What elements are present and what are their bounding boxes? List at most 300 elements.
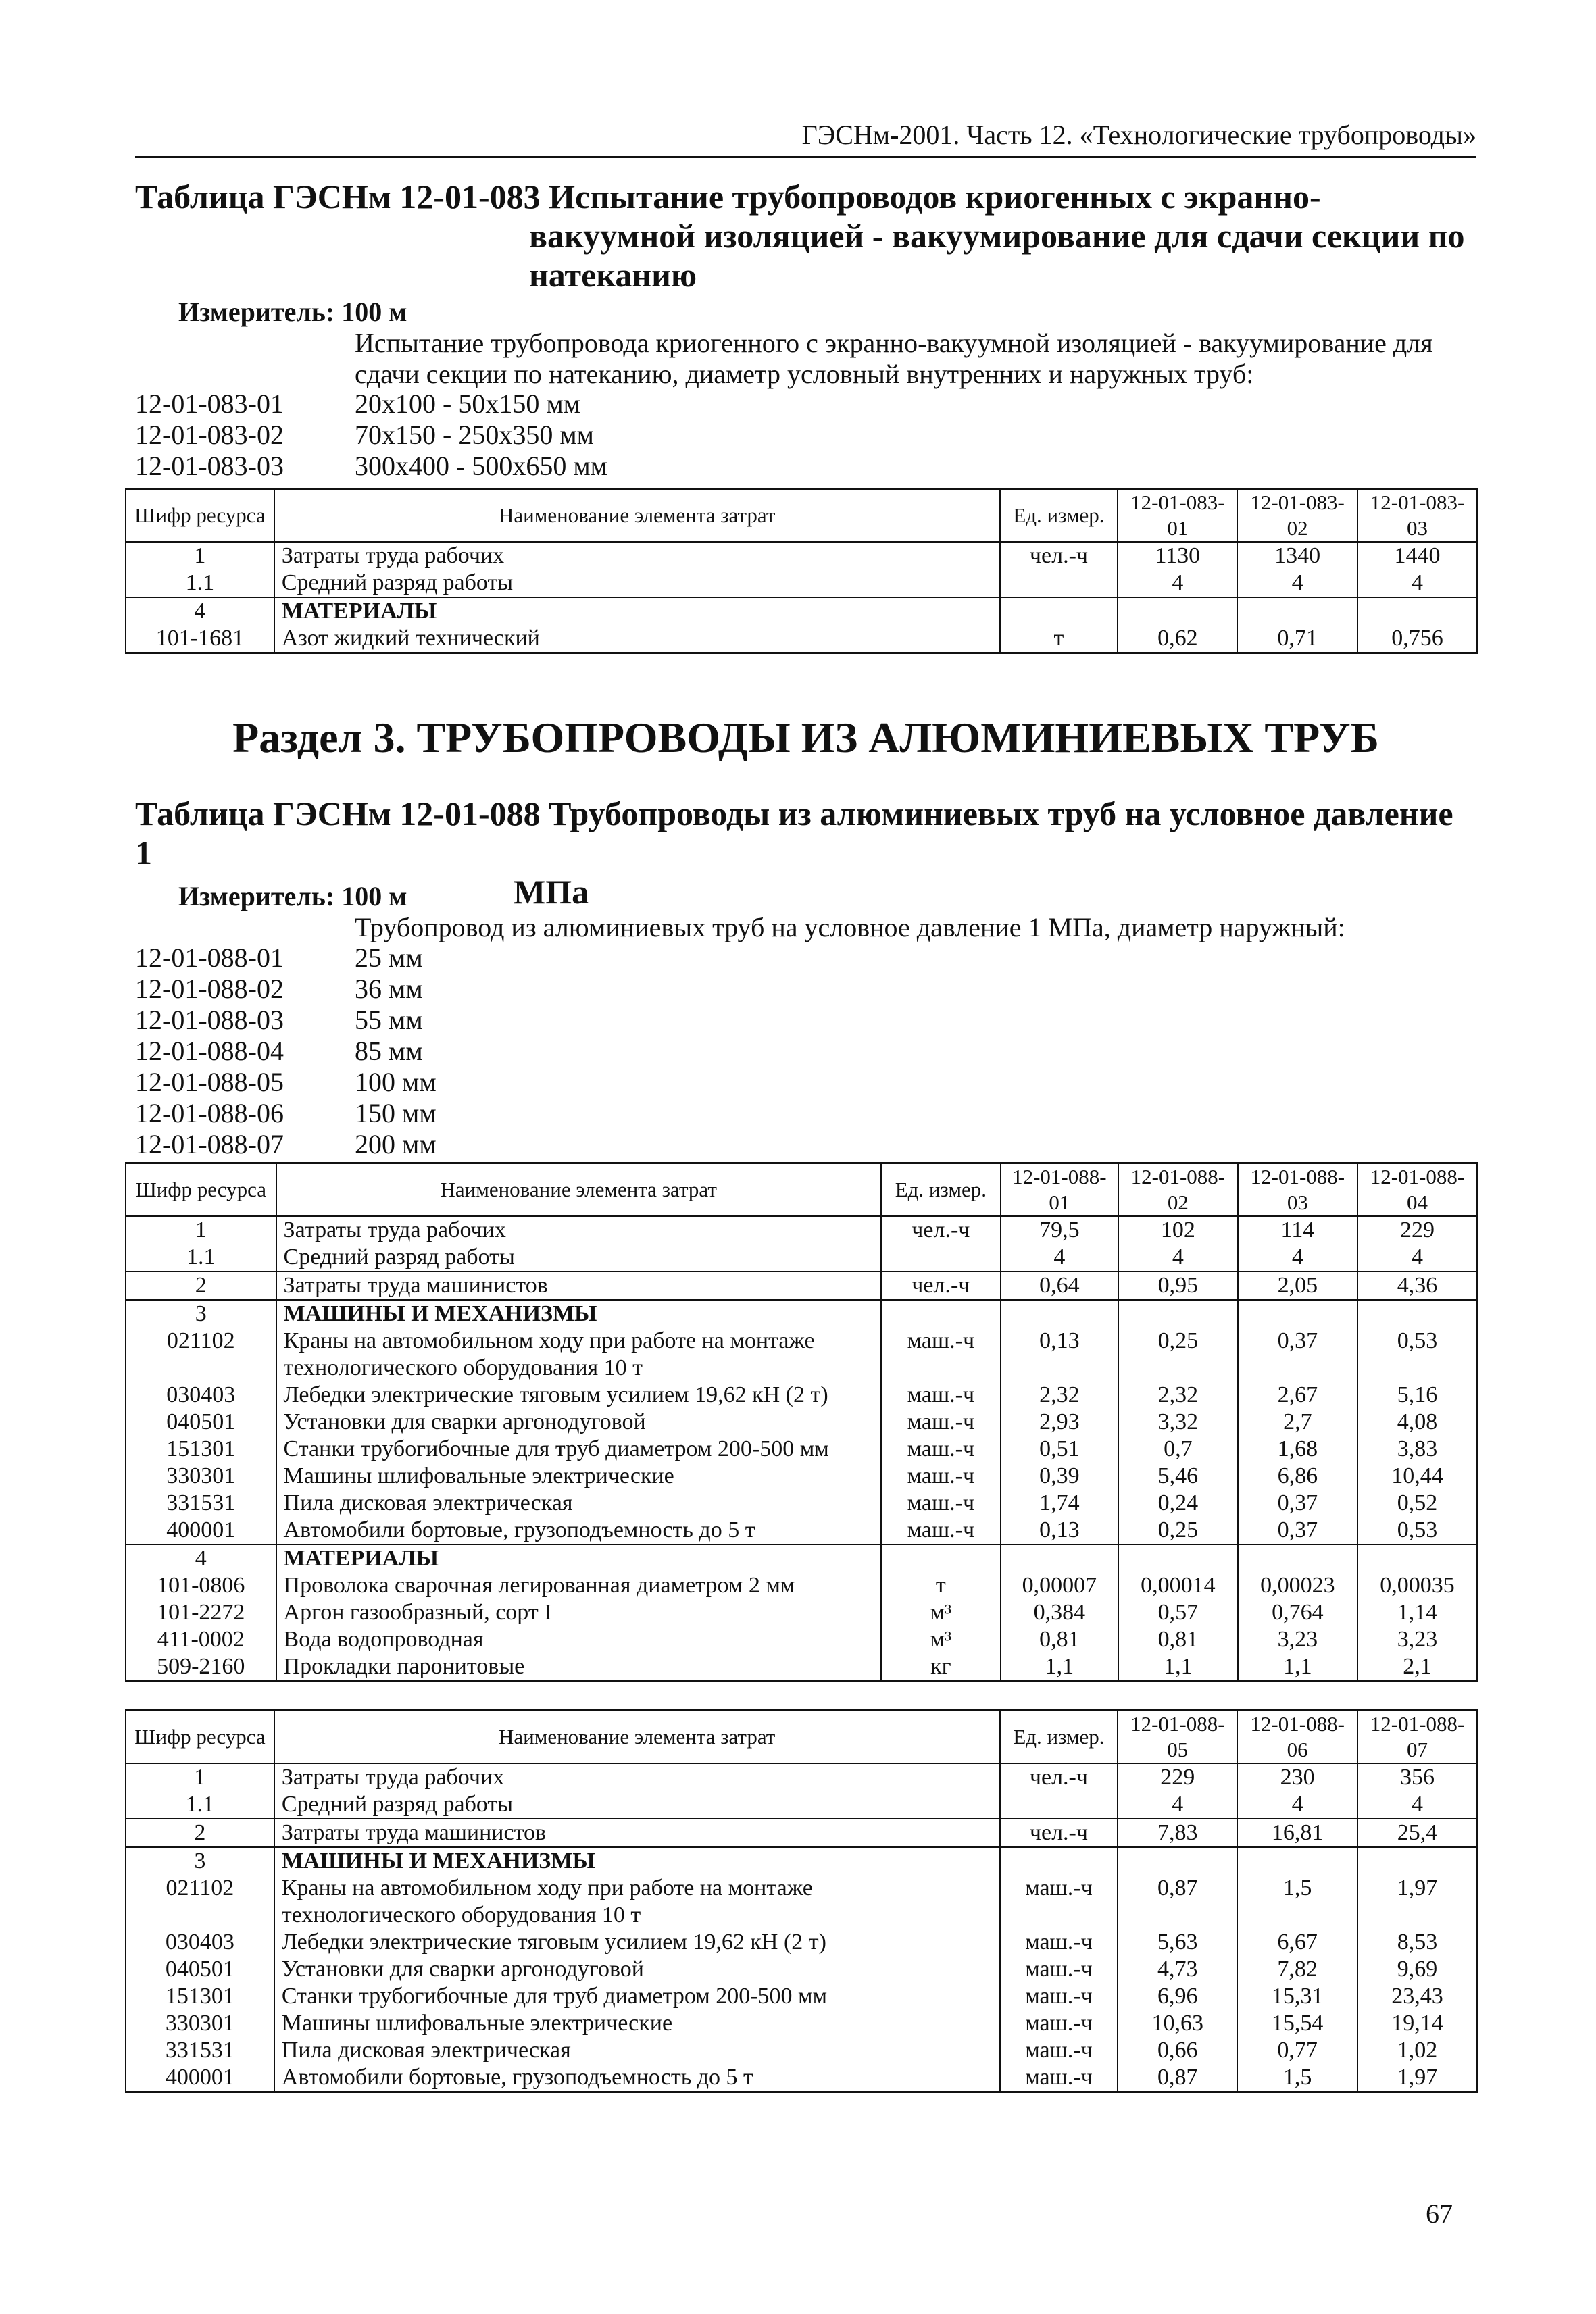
code-list-item — [135, 1036, 437, 1067]
cell-value: 0,37 — [1238, 1517, 1357, 1544]
cell-value: 229 — [1357, 1216, 1477, 1244]
code-list-value: 150 мм — [355, 1098, 437, 1128]
cell-unit: маш.-ч — [1000, 2037, 1118, 2064]
cell-value: 229 — [1118, 1763, 1237, 1791]
cell-unit: т — [881, 1572, 1001, 1599]
code-list-value: 20x100 - 50x150 мм — [355, 388, 580, 419]
cell-name: МАШИНЫ И МЕХАНИЗМЫ — [276, 1300, 881, 1328]
cell-value: 25,4 — [1357, 1819, 1477, 1847]
cell-value: 2,1 — [1357, 1653, 1477, 1682]
code-list-code: 12-01-088-05 — [135, 1067, 284, 1097]
cell-code: 1 — [126, 1216, 276, 1244]
cell-value: 2,67 — [1238, 1382, 1357, 1409]
table-row — [126, 1244, 1477, 1272]
cell-value — [1357, 1544, 1477, 1572]
cell-name: Затраты труда машинистов — [274, 1819, 1000, 1847]
cell-value: 1,68 — [1238, 1436, 1357, 1463]
col-header-unit: Ед. измер. — [1000, 489, 1118, 543]
cell-value: 9,69 — [1357, 1956, 1477, 1983]
code-list-value: 300x400 - 500x650 мм — [355, 451, 607, 481]
cell-code: 101-0806 — [126, 1572, 276, 1599]
cell-name: Затраты труда рабочих — [274, 542, 1000, 570]
cell-value: 10,44 — [1357, 1463, 1477, 1490]
cell-value: 7,82 — [1237, 1956, 1357, 1983]
cell-unit: чел.-ч — [1000, 1763, 1118, 1791]
col-header-variant: 12-01-088-03 — [1238, 1163, 1357, 1217]
cell-value: 1,97 — [1357, 1875, 1477, 1929]
code-list-code: 12-01-088-01 — [135, 942, 284, 973]
cell-value: 114 — [1238, 1216, 1357, 1244]
cell-name: Установки для сварки аргонодуговой — [274, 1956, 1000, 1983]
cell-value: 1,1 — [1118, 1653, 1238, 1682]
table-row — [126, 1763, 1477, 1791]
section-title: Раздел 3. ТРУБОПРОВОДЫ ИЗ АЛЮМИНИЕВЫХ ТРУБ — [232, 713, 1379, 761]
cell-code: 3 — [126, 1847, 274, 1875]
running-header: ГЭСНм-2001. Часть 12. «Технологические трубопроводы» — [135, 119, 1476, 158]
cell-name: Станки трубогибочные для труб диаметром 200-500 мм — [274, 1983, 1000, 2010]
cell-value: 1,1 — [1001, 1653, 1118, 1682]
col-header-variant: 12-01-083-02 — [1237, 489, 1357, 543]
table-row — [126, 1983, 1477, 2010]
col-header-variant: 12-01-088-02 — [1118, 1163, 1238, 1217]
code-list-item — [135, 1067, 437, 1098]
cell-value: 4,08 — [1357, 1409, 1477, 1436]
table-row — [126, 1328, 1477, 1382]
code-list-code: 12-01-088-07 — [135, 1129, 284, 1159]
cell-value — [1118, 1544, 1238, 1572]
table-row — [126, 1517, 1477, 1544]
cell-unit: маш.-ч — [1000, 1929, 1118, 1956]
code-list-code: 12-01-088-06 — [135, 1098, 284, 1128]
cell-name: Установки для сварки аргонодуговой — [276, 1409, 881, 1436]
code-list-item — [135, 1098, 437, 1129]
cell-value: 1,5 — [1237, 1875, 1357, 1929]
table2-title-line1: Таблица ГЭСНм 12-01-088 Трубопроводы из алюминиевых труб на условное давление 1 — [135, 795, 1453, 872]
page-number: 67 — [1426, 2198, 1453, 2229]
cell-value — [1357, 597, 1477, 625]
cell-value: 5,63 — [1118, 1929, 1237, 1956]
cell-value: 0,7 — [1118, 1436, 1238, 1463]
table-row — [126, 1544, 1477, 1572]
cell-unit: маш.-ч — [881, 1517, 1001, 1544]
table-row — [126, 597, 1477, 625]
cell-value: 4 — [1237, 570, 1357, 597]
cell-value: 0,39 — [1001, 1463, 1118, 1490]
cell-name: Средний разряд работы — [276, 1244, 881, 1272]
table-row — [126, 1436, 1477, 1463]
table-row — [126, 1572, 1477, 1599]
cell-code: 040501 — [126, 1956, 274, 1983]
cell-value: 6,67 — [1237, 1929, 1357, 1956]
cell-code: 3 — [126, 1300, 276, 1328]
table-row — [126, 1791, 1477, 1819]
cell-code: 1 — [126, 542, 274, 570]
table1-title-line2: вакуумной изоляцией - вакуумирование для сдачи секции по — [529, 217, 1465, 255]
cell-value: 0,13 — [1001, 1517, 1118, 1544]
cell-value — [1118, 597, 1237, 625]
cell-code: 1 — [126, 1763, 274, 1791]
cell-value: 356 — [1357, 1763, 1477, 1791]
table-row — [126, 1626, 1477, 1653]
cell-name: МАТЕРИАЛЫ — [276, 1544, 881, 1572]
cell-value: 23,43 — [1357, 1983, 1477, 2010]
cell-value: 5,46 — [1118, 1463, 1238, 1490]
table2-cost-table-a — [125, 1162, 1478, 1682]
cell-value: 1,74 — [1001, 1490, 1118, 1517]
cell-unit — [1000, 1847, 1118, 1875]
code-list-item — [135, 1129, 437, 1160]
cell-code: 2 — [126, 1272, 276, 1300]
table-header-row — [126, 489, 1477, 543]
table-row — [126, 1929, 1477, 1956]
cell-name: Средний разряд работы — [274, 1791, 1000, 1819]
table-row — [126, 1409, 1477, 1436]
col-header-name: Наименование элемента затрат — [276, 1163, 881, 1217]
cell-value: 7,83 — [1118, 1819, 1237, 1847]
cell-unit: м³ — [881, 1599, 1001, 1626]
table2-meter: Измеритель: 100 м — [178, 881, 407, 911]
code-list-code: 12-01-088-03 — [135, 1005, 284, 1035]
cell-code: 2 — [126, 1819, 274, 1847]
cell-value: 4 — [1238, 1244, 1357, 1272]
table1-title — [135, 177, 1476, 295]
table-row — [126, 2037, 1477, 2064]
cell-value: 0,87 — [1118, 2064, 1237, 2092]
cell-value: 10,63 — [1118, 2010, 1237, 2037]
table2-cost-table-b — [125, 1709, 1478, 2093]
cell-name: Машины шлифовальные электрические — [276, 1463, 881, 1490]
cell-value: 2,32 — [1001, 1382, 1118, 1409]
table-row — [126, 1653, 1477, 1682]
cell-value: 1130 — [1118, 542, 1237, 570]
cell-unit — [881, 1300, 1001, 1328]
cell-code: 331531 — [126, 2037, 274, 2064]
table2-code-list — [135, 942, 437, 1160]
cell-unit: м³ — [881, 1626, 1001, 1653]
cell-value: 4 — [1118, 1791, 1237, 1819]
cell-value: 3,83 — [1357, 1436, 1477, 1463]
cell-unit — [881, 1544, 1001, 1572]
cell-value — [1237, 1847, 1357, 1875]
cell-code: 101-2272 — [126, 1599, 276, 1626]
cell-value: 15,54 — [1237, 2010, 1357, 2037]
cell-name: Затраты труда машинистов — [276, 1272, 881, 1300]
table1-title-line1: Таблица ГЭСНм 12-01-083 Испытание трубопроводов криогенных с экранно- — [135, 178, 1321, 216]
code-list-code: 12-01-088-02 — [135, 974, 284, 1004]
cell-value: 8,53 — [1357, 1929, 1477, 1956]
cell-code: 330301 — [126, 1463, 276, 1490]
cell-value: 0,25 — [1118, 1328, 1238, 1382]
cell-value: 79,5 — [1001, 1216, 1118, 1244]
cell-value: 0,13 — [1001, 1328, 1118, 1382]
cell-unit: кг — [881, 1653, 1001, 1682]
cell-name: Средний разряд работы — [274, 570, 1000, 597]
table-row — [126, 2010, 1477, 2037]
cell-value — [1357, 1847, 1477, 1875]
code-list-item — [135, 1005, 437, 1036]
cell-value: 4,36 — [1357, 1272, 1477, 1300]
table1-title-line3: натеканию — [529, 256, 697, 294]
cell-value: 0,62 — [1118, 625, 1237, 653]
table2-title-line2: МПа — [514, 873, 589, 911]
cell-code: 021102 — [126, 1328, 276, 1382]
cell-code: 411-0002 — [126, 1626, 276, 1653]
cell-value — [1001, 1300, 1118, 1328]
cell-value: 0,756 — [1357, 625, 1477, 653]
cell-unit: чел.-ч — [881, 1272, 1001, 1300]
cell-name: МАТЕРИАЛЫ — [274, 597, 1000, 625]
table-row — [126, 1875, 1477, 1929]
cell-value: 2,32 — [1118, 1382, 1238, 1409]
cell-value: 4 — [1357, 1244, 1477, 1272]
table-row — [126, 1272, 1477, 1300]
code-list-value: 85 мм — [355, 1036, 423, 1066]
cell-value — [1238, 1544, 1357, 1572]
cell-value: 0,95 — [1118, 1272, 1238, 1300]
cell-value: 1,5 — [1237, 2064, 1357, 2092]
code-list-value: 55 мм — [355, 1005, 423, 1035]
cell-value: 1,97 — [1357, 2064, 1477, 2092]
cell-name: Азот жидкий технический — [274, 625, 1000, 653]
cell-name: Автомобили бортовые, грузоподъемность до 5 т — [274, 2064, 1000, 2092]
cell-value: 0,24 — [1118, 1490, 1238, 1517]
cell-value: 4 — [1118, 1244, 1238, 1272]
cell-value: 0,53 — [1357, 1517, 1477, 1544]
cell-unit: маш.-ч — [1000, 1956, 1118, 1983]
col-header-name: Наименование элемента затрат — [274, 1711, 1000, 1764]
cell-value — [1238, 1300, 1357, 1328]
cell-value: 3,32 — [1118, 1409, 1238, 1436]
cell-code: 330301 — [126, 2010, 274, 2037]
cell-name: Пила дисковая электрическая — [276, 1490, 881, 1517]
cell-unit — [881, 1244, 1001, 1272]
cell-value: 4 — [1237, 1791, 1357, 1819]
code-list-code: 12-01-083-01 — [135, 388, 284, 419]
cell-value: 0,81 — [1118, 1626, 1238, 1653]
cell-code: 021102 — [126, 1875, 274, 1929]
col-header-name: Наименование элемента затрат — [274, 489, 1000, 543]
cell-name: Станки трубогибочные для труб диаметром 200-500 мм — [276, 1436, 881, 1463]
code-list-item — [135, 942, 437, 974]
cell-value: 0,66 — [1118, 2037, 1237, 2064]
cell-value: 2,05 — [1238, 1272, 1357, 1300]
col-header-variant: 12-01-088-01 — [1001, 1163, 1118, 1217]
table-header-row — [126, 1711, 1477, 1764]
cell-value: 0,52 — [1357, 1490, 1477, 1517]
col-header-unit: Ед. измер. — [881, 1163, 1001, 1217]
cell-unit: т — [1000, 625, 1118, 653]
cell-value: 0,384 — [1001, 1599, 1118, 1626]
code-list-value: 200 мм — [355, 1129, 437, 1159]
table1-meter: Измеритель: 100 м — [178, 297, 407, 327]
cell-value: 0,00023 — [1238, 1572, 1357, 1599]
cell-value: 0,00014 — [1118, 1572, 1238, 1599]
cell-value: 2,7 — [1238, 1409, 1357, 1436]
cell-unit: чел.-ч — [1000, 542, 1118, 570]
cell-value: 1,02 — [1357, 2037, 1477, 2064]
col-header-variant: 12-01-088-07 — [1357, 1711, 1477, 1764]
code-list-item — [135, 420, 607, 451]
cell-value: 2,93 — [1001, 1409, 1118, 1436]
cell-unit: маш.-ч — [881, 1463, 1001, 1490]
cell-value: 0,53 — [1357, 1328, 1477, 1382]
cell-unit: маш.-ч — [881, 1328, 1001, 1382]
cell-value: 0,37 — [1238, 1490, 1357, 1517]
cell-unit: чел.-ч — [1000, 1819, 1118, 1847]
cell-value: 1,14 — [1357, 1599, 1477, 1626]
cell-unit: маш.-ч — [1000, 2010, 1118, 2037]
cell-value: 6,86 — [1238, 1463, 1357, 1490]
cell-value — [1118, 1300, 1238, 1328]
col-header-code: Шифр ресурса — [126, 489, 274, 543]
table-row — [126, 1463, 1477, 1490]
cell-unit: маш.-ч — [1000, 1983, 1118, 2010]
cell-code: 4 — [126, 1544, 276, 1572]
cell-name: МАШИНЫ И МЕХАНИЗМЫ — [274, 1847, 1000, 1875]
table-row — [126, 570, 1477, 597]
table-row — [126, 2064, 1477, 2092]
code-list-code: 12-01-088-04 — [135, 1036, 284, 1066]
col-header-variant: 12-01-088-06 — [1237, 1711, 1357, 1764]
cell-code: 101-1681 — [126, 625, 274, 653]
cell-value: 1440 — [1357, 542, 1477, 570]
table-row — [126, 1216, 1477, 1244]
cell-code: 1.1 — [126, 1244, 276, 1272]
cell-value: 0,57 — [1118, 1599, 1238, 1626]
col-header-unit: Ед. измер. — [1000, 1711, 1118, 1764]
table2-description: Трубопровод из алюминиевых труб на условное давление 1 МПа, диаметр наружный: — [355, 912, 1345, 942]
table-row — [126, 542, 1477, 570]
cell-value: 4 — [1357, 570, 1477, 597]
cell-name: Прокладки паронитовые — [276, 1653, 881, 1682]
cell-value: 0,87 — [1118, 1875, 1237, 1929]
cell-value: 102 — [1118, 1216, 1238, 1244]
cell-value: 19,14 — [1357, 2010, 1477, 2037]
cell-unit: маш.-ч — [1000, 2064, 1118, 2092]
cell-code: 400001 — [126, 2064, 274, 2092]
table-row — [126, 1490, 1477, 1517]
cell-unit: маш.-ч — [881, 1436, 1001, 1463]
code-list-value: 25 мм — [355, 942, 423, 973]
code-list-value: 100 мм — [355, 1067, 437, 1097]
cell-value: 15,31 — [1237, 1983, 1357, 2010]
cell-value: 1340 — [1237, 542, 1357, 570]
cell-value: 230 — [1237, 1763, 1357, 1791]
table-row — [126, 625, 1477, 653]
cell-code: 030403 — [126, 1929, 274, 1956]
col-header-variant: 12-01-088-04 — [1357, 1163, 1477, 1217]
code-list-item — [135, 974, 437, 1005]
code-list-value: 36 мм — [355, 974, 423, 1004]
cell-name: Аргон газообразный, сорт I — [276, 1599, 881, 1626]
col-header-code: Шифр ресурса — [126, 1163, 276, 1217]
code-list-code: 12-01-083-02 — [135, 420, 284, 450]
table1-description: Испытание трубопровода криогенного с экранно-вакуумной изоляцией - вакуумирование для сдачи секции по натеканию, диаметр условный внутренних и наружных труб: — [355, 328, 1433, 389]
cell-name: Пила дисковая электрическая — [274, 2037, 1000, 2064]
cell-value: 0,77 — [1237, 2037, 1357, 2064]
cell-code: 040501 — [126, 1409, 276, 1436]
cell-unit: маш.-ч — [1000, 1875, 1118, 1929]
cell-code: 1.1 — [126, 1791, 274, 1819]
col-header-variant: 12-01-083-01 — [1118, 489, 1237, 543]
cell-code: 4 — [126, 597, 274, 625]
cell-name: Краны на автомобильном ходу при работе на монтаже технологического оборудования 10 т — [274, 1875, 1000, 1929]
code-list-code: 12-01-083-03 — [135, 451, 284, 481]
cell-name: Проволока сварочная легированная диаметром 2 мм — [276, 1572, 881, 1599]
cell-unit — [1000, 570, 1118, 597]
table-row — [126, 1847, 1477, 1875]
col-header-variant: 12-01-088-05 — [1118, 1711, 1237, 1764]
cell-code: 030403 — [126, 1382, 276, 1409]
code-list-value: 70x150 - 250x350 мм — [355, 420, 594, 450]
code-list-item — [135, 451, 607, 482]
cell-value: 0,81 — [1001, 1626, 1118, 1653]
col-header-code: Шифр ресурса — [126, 1711, 274, 1764]
table-row — [126, 1300, 1477, 1328]
cell-name: Затраты труда рабочих — [276, 1216, 881, 1244]
cell-name: Машины шлифовальные электрические — [274, 2010, 1000, 2037]
cell-unit: маш.-ч — [881, 1490, 1001, 1517]
cell-name: Автомобили бортовые, грузоподъемность до 5 т — [276, 1517, 881, 1544]
cell-unit: маш.-ч — [881, 1382, 1001, 1409]
table1-cost-table — [125, 488, 1478, 654]
cell-code: 331531 — [126, 1490, 276, 1517]
cell-code: 151301 — [126, 1436, 276, 1463]
cell-name: Вода водопроводная — [276, 1626, 881, 1653]
table1-code-list — [135, 388, 607, 482]
table-row — [126, 1819, 1477, 1847]
cell-value: 4 — [1001, 1244, 1118, 1272]
table-header-row — [126, 1163, 1477, 1217]
cell-name: Краны на автомобильном ходу при работе на монтаже технологического оборудования 10 т — [276, 1328, 881, 1382]
cell-name: Затраты труда рабочих — [274, 1763, 1000, 1791]
table-row — [126, 1599, 1477, 1626]
cell-name: Лебедки электрические тяговым усилием 19,62 кН (2 т) — [274, 1929, 1000, 1956]
cell-unit — [1000, 597, 1118, 625]
cell-value: 0,25 — [1118, 1517, 1238, 1544]
cell-value: 16,81 — [1237, 1819, 1357, 1847]
cell-value — [1357, 1300, 1477, 1328]
cell-value: 4,73 — [1118, 1956, 1237, 1983]
table-row — [126, 1382, 1477, 1409]
cell-value: 0,764 — [1238, 1599, 1357, 1626]
col-header-variant: 12-01-083-03 — [1357, 489, 1477, 543]
cell-code: 400001 — [126, 1517, 276, 1544]
cell-code: 1.1 — [126, 570, 274, 597]
cell-unit: маш.-ч — [881, 1409, 1001, 1436]
cell-value: 0,71 — [1237, 625, 1357, 653]
code-list-item — [135, 388, 607, 420]
cell-value: 0,51 — [1001, 1436, 1118, 1463]
cell-value: 0,37 — [1238, 1328, 1357, 1382]
cell-code: 509-2160 — [126, 1653, 276, 1682]
cell-unit: чел.-ч — [881, 1216, 1001, 1244]
cell-name: Лебедки электрические тяговым усилием 19,62 кН (2 т) — [276, 1382, 881, 1409]
cell-value — [1001, 1544, 1118, 1572]
cell-code: 151301 — [126, 1983, 274, 2010]
cell-value: 6,96 — [1118, 1983, 1237, 2010]
cell-value: 4 — [1357, 1791, 1477, 1819]
cell-value: 4 — [1118, 570, 1237, 597]
cell-value: 5,16 — [1357, 1382, 1477, 1409]
cell-value: 3,23 — [1357, 1626, 1477, 1653]
cell-value: 3,23 — [1238, 1626, 1357, 1653]
table-row — [126, 1956, 1477, 1983]
cell-value: 1,1 — [1238, 1653, 1357, 1682]
cell-unit — [1000, 1791, 1118, 1819]
cell-value — [1237, 597, 1357, 625]
cell-value: 0,64 — [1001, 1272, 1118, 1300]
